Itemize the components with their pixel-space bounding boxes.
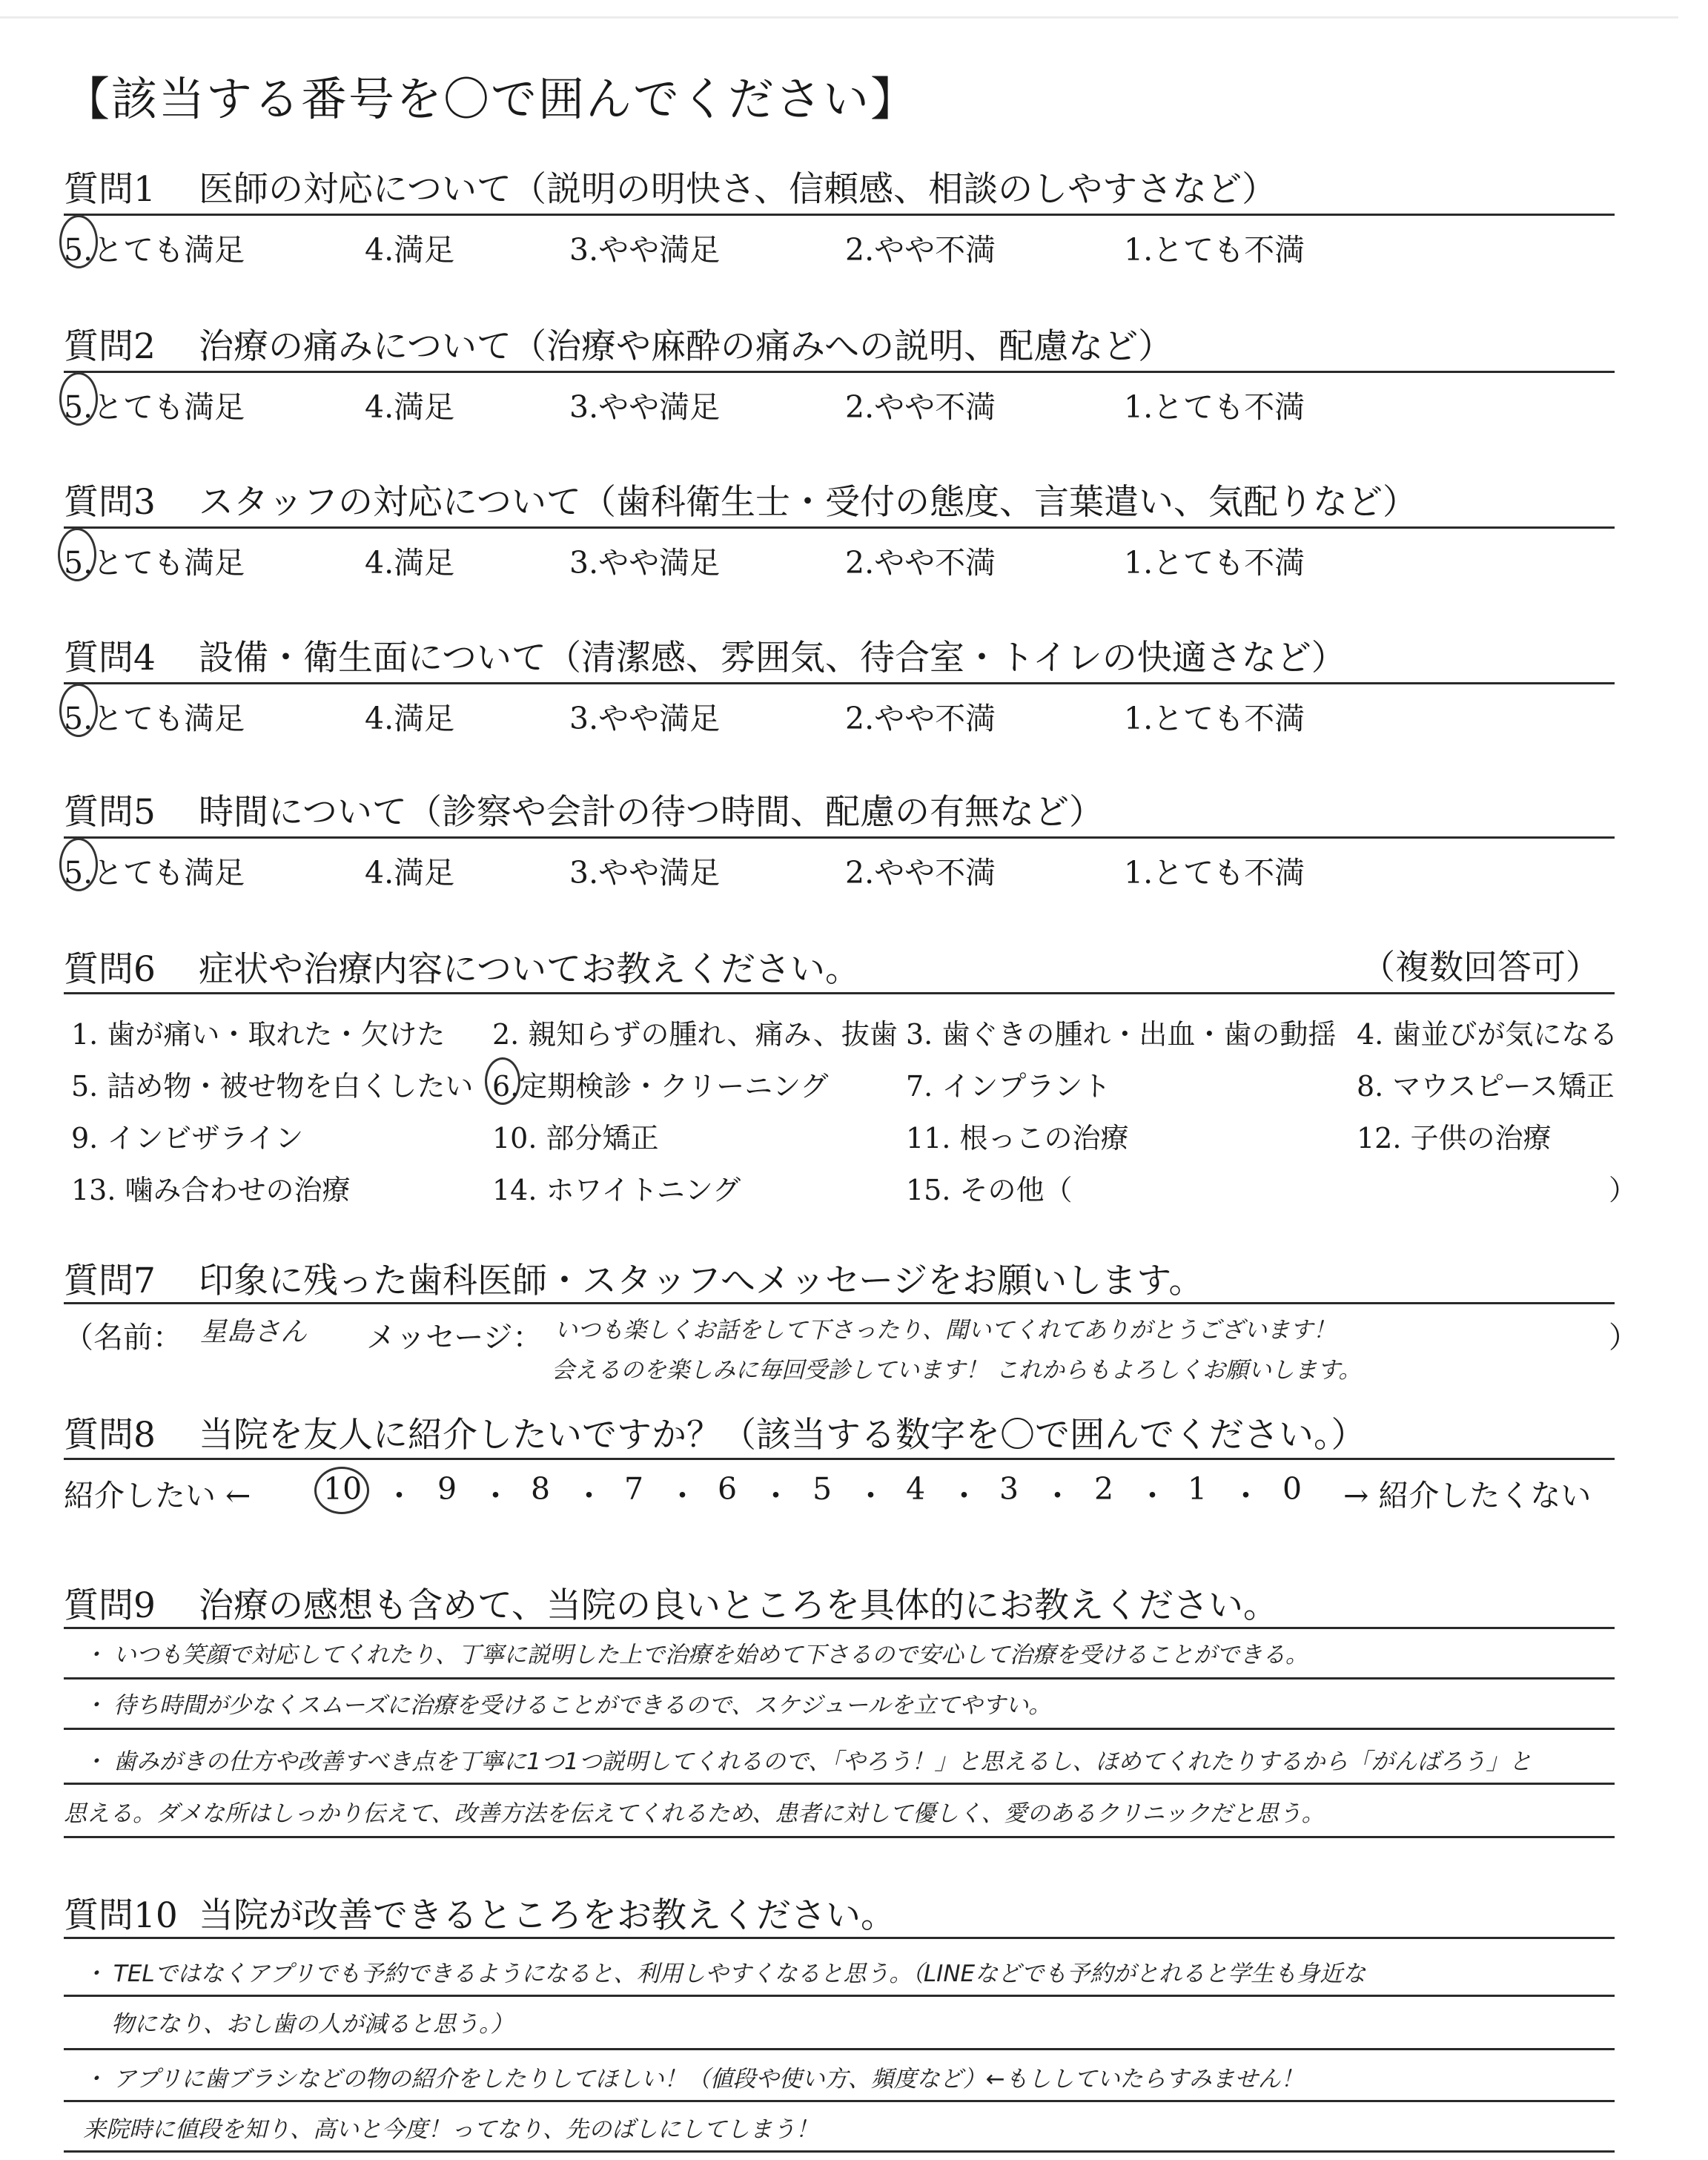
question-number: 質問3 [64,482,156,523]
q4-option-2[interactable]: 2.やや不満 [845,701,996,736]
question-5-title [64,785,1104,834]
message-line-1[interactable]: いつも楽しくお話をして下さったり、聞いてくれてありがとうございます！ [555,1317,1336,1344]
q5-option-4[interactable]: 4.満足 [365,855,455,891]
scale-separator: ・ [761,1478,791,1513]
answer-rule [64,1995,1615,1997]
question-text: 症状や治療内容についてお教えください。 [199,949,861,990]
question-10-title [64,1888,896,1938]
q2-option-3[interactable]: 3.やや満足 [569,389,721,425]
recommend-left-label: 紹介したい ← [64,1478,251,1513]
scale-separator: ・ [1137,1478,1168,1513]
question-6-rule [64,992,1615,994]
q2-option-2[interactable]: 2.やや不満 [845,389,996,425]
q6-item[interactable]: 14. ホワイトニング [492,1174,741,1206]
question-5-rule [64,836,1615,839]
q6-item[interactable]: 6.定期検診・クリーニング [492,1070,829,1103]
name-value[interactable]: 星島さん [200,1317,308,1347]
question-8-rule [64,1458,1615,1460]
question-7-title [64,1253,1203,1303]
q4-option-1[interactable]: 1.とても不満 [1124,701,1305,736]
q4-option-5[interactable]: 5.とても満足 [64,701,245,736]
scale-1[interactable]: 1 [1188,1471,1208,1507]
question-number: 質問5 [64,792,156,833]
scale-5[interactable]: 5 [812,1471,833,1507]
scale-separator: ・ [1042,1478,1073,1513]
page-title: 【該当する番号を〇で囲んでください】 [64,72,918,126]
scale-2[interactable]: 2 [1094,1471,1114,1507]
scale-separator: ・ [1231,1478,1261,1513]
q6-item[interactable]: 11. 根っこの治療 [906,1122,1129,1155]
question-number: 質問10 [64,1895,178,1936]
question-9-rule [64,1627,1615,1629]
q6-item[interactable]: 12. 子供の治療 [1357,1122,1552,1155]
question-1-rule [64,214,1615,216]
answer-line[interactable]: ・ TELではなくアプリでも予約できるようになると、利用しやすくなると思う。（LINEなどでも予約がとれると学生も身近な [83,1961,1366,1987]
name-label: （名前： [64,1321,182,1355]
q3-option-4[interactable]: 4.満足 [365,545,455,581]
question-number: 質問6 [64,949,156,990]
question-text: 治療の痛みについて（治療や麻酔の痛みへの説明、配慮など） [199,326,1174,367]
q6-other-close-paren: ） [1609,1174,1638,1206]
answer-line[interactable]: 来院時に値段を知り、高いと今度！ってなり、先のばしにしてしまう！ [83,2116,818,2143]
q6-item[interactable]: 9. インビザライン [71,1122,304,1155]
q1-option-4[interactable]: 4.満足 [365,232,455,268]
q6-item[interactable]: 8. マウスピース矯正 [1357,1070,1615,1103]
answer-line[interactable]: 物になり、おし歯の人が減ると思う。） [111,2011,514,2038]
question-7-rule [64,1302,1615,1304]
q1-option-2[interactable]: 2.やや不満 [845,232,996,268]
answer-line[interactable]: ・ いつも笑顔で対応してくれたり、丁寧に説明した上で治療を始めて下さるので安心して治療を受けることができる。 [83,1642,1308,1668]
scale-separator: ・ [949,1478,979,1513]
multiple-answers-note: （複数回答可） [1361,947,1600,987]
q6-item[interactable]: 1. 歯が痛い・取れた・欠けた [71,1018,446,1051]
question-text: 医師の対応について（説明の明快さ、信頼感、相談のしやすさなど） [199,169,1277,210]
scale-0[interactable]: 0 [1282,1471,1302,1507]
scale-10[interactable]: 10 [323,1471,363,1507]
q6-item[interactable]: 13. 噛み合わせの治療 [71,1174,351,1206]
question-1-title [64,162,1277,211]
scale-4[interactable]: 4 [906,1471,926,1507]
message-line-2[interactable]: 会えるのを楽しみに毎回受診しています！ これからもよろしくお願いします。 [552,1357,1362,1384]
q3-option-2[interactable]: 2.やや不満 [845,545,996,581]
q3-option-3[interactable]: 3.やや満足 [569,545,721,581]
scale-separator: ・ [480,1478,511,1513]
q4-option-3[interactable]: 3.やや満足 [569,701,721,736]
q6-item[interactable]: 2. 親知らずの腫れ、痛み、抜歯 [492,1018,898,1051]
scale-3[interactable]: 3 [999,1471,1019,1507]
question-text: 当院を友人に紹介したいですか？（該当する数字を〇で囲んでください。） [199,1415,1366,1456]
question-text: 時間について（診察や会計の待つ時間、配慮の有無など） [199,792,1105,833]
question-text: 治療の感想も含めて、当院の良いところを具体的にお教えください。 [199,1585,1279,1626]
question-8-title [64,1407,1366,1457]
answer-rule [64,2100,1615,2102]
scale-separator: ・ [855,1478,886,1513]
question-number: 質問4 [64,638,156,678]
q6-item[interactable]: 3. 歯ぐきの腫れ・出血・歯の動揺 [906,1018,1337,1051]
question-text: 設備・衛生面について（清潔感、雰囲気、待合室・トイレの快適さなど） [199,638,1346,678]
answer-line[interactable]: ・ 歯みがきの仕方や改善すべき点を丁寧に1つ1つ説明してくれるので、「やろう！」と思えるし、ほめてくれたりするから「がんばろう」と [83,1748,1532,1775]
recommend-right-label: → 紹介したくない [1343,1478,1592,1513]
message-close-paren: ） [1609,1321,1638,1355]
answer-line[interactable]: ・ アプリに歯ブラシなどの物の紹介をしたりしてほしい！（値段や使い方、頻度など）←もししていたらすみません！ [83,2066,1304,2093]
question-number: 質問1 [64,169,156,210]
q2-option-4[interactable]: 4.満足 [365,389,455,425]
question-6-title [64,942,860,991]
question-2-rule [64,371,1615,373]
top-border [0,16,1678,19]
q1-option-3[interactable]: 3.やや満足 [569,232,721,268]
q6-item[interactable]: 5. 詰め物・被せ物を白くしたい [71,1070,474,1103]
question-4-rule [64,682,1615,684]
scale-separator: ・ [384,1478,414,1513]
question-2-title [64,319,1173,369]
q5-option-2[interactable]: 2.やや不満 [845,855,996,891]
scale-6[interactable]: 6 [718,1471,738,1507]
answer-rule [64,1728,1615,1730]
q6-item[interactable]: 10. 部分矯正 [492,1122,659,1155]
q5-option-5[interactable]: 5.とても満足 [64,855,245,891]
scale-separator: ・ [574,1478,604,1513]
question-3-title [64,475,1417,524]
q1-option-1[interactable]: 1.とても不満 [1124,232,1305,268]
scale-9[interactable]: 9 [437,1471,457,1507]
question-text: 印象に残った歯科医師・スタッフへメッセージをお願いします。 [199,1261,1204,1301]
q6-item[interactable]: 7. インプラント [906,1070,1111,1103]
question-3-rule [64,526,1615,529]
question-9-title [64,1578,1278,1628]
q3-option-1[interactable]: 1.とても不満 [1124,545,1305,581]
answer-line[interactable]: 思える。ダメな所はしっかり伝えて、改善方法を伝えてくれるため、患者に対して優しく、愛のあるクリニックだと思う。 [64,1800,1325,1827]
answer-line[interactable]: ・ 待ち時間が少なくスムーズに治療を受けることができるので、スケジュールを立てやすい。 [83,1692,1052,1719]
question-text: スタッフの対応について（歯科衛生士・受付の態度、言葉遣い、気配りなど） [199,482,1418,523]
answer-rule [64,1836,1615,1838]
scale-separator: ・ [667,1478,698,1513]
answer-rule [64,2150,1615,2153]
q2-option-1[interactable]: 1.とても不満 [1124,389,1305,425]
answer-rule [64,2048,1615,2050]
question-number: 質問9 [64,1585,156,1626]
q1-option-5[interactable]: 5.とても満足 [64,232,245,268]
scale-8[interactable]: 8 [531,1471,551,1507]
message-label: メッセージ： [366,1321,543,1355]
q5-option-3[interactable]: 3.やや満足 [569,855,721,891]
question-number: 質問8 [64,1415,156,1456]
q6-item[interactable]: 15. その他（ [906,1174,1073,1206]
question-text: 当院が改善できるところをお教えください。 [199,1895,896,1936]
q4-option-4[interactable]: 4.満足 [365,701,455,736]
question-number: 質問2 [64,326,156,367]
answer-rule [64,1783,1615,1785]
question-4-title [64,630,1346,680]
scale-7[interactable]: 7 [624,1471,644,1507]
q2-option-5[interactable]: 5.とても満足 [64,389,245,425]
q3-option-5[interactable]: 5.とても満足 [64,545,245,581]
q6-item[interactable]: 4. 歯並びが気になる [1357,1018,1618,1051]
answer-rule [64,1677,1615,1680]
question-number: 質問7 [64,1261,156,1301]
question-10-rule [64,1937,1615,1939]
q5-option-1[interactable]: 1.とても不満 [1124,855,1305,891]
